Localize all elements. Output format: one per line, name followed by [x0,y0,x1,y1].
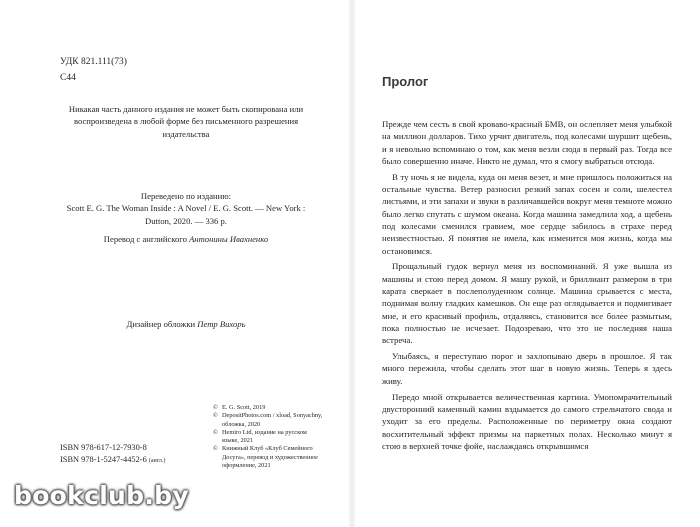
chapter-title: Пролог [382,74,429,89]
designer-name: Петр Вихорь [197,319,246,329]
isbn-block [60,442,165,467]
translator-credit [60,233,312,245]
site-watermark: bookclub.by [14,481,189,510]
body-paragraph: Передо мной открывается величественная картина. Умопомрачительный двусторонний каменный камин вздымается до самого стрельчатого свода и уходит за его пределы. Расположенные по периметру окна создают восхитительный эффект призмы на паркетных полах. Несколько минут я стою в верхней точке фойе, наслаждаясь открывшимся [382,391,672,451]
isbn-line [60,442,165,454]
translator-name: Антонины Ивахненко [189,234,269,244]
translated-from-citation: Scott E. G. The Woman Inside : A Novel / E. G. Scott. — New York : Dutton, 2020. — 336 p. [66,203,306,226]
copyright-line: © DepositPhotos.com / xload, Sonyachny, обложка, 2020 [213,412,325,429]
classification-codes [60,54,127,86]
body-paragraph: Прощальный гудок вернул меня из воспоминаний. Я уже вышла из машины и стою перед домом. Я машу рукой, и бриллиант размером в три карата сверкает в послеполуденном солнце. Машина срывается с места, поднимая волну гладких камешков. Он еще раз оглядывается и подмигивает мне, и его красивый профиль, отдаляясь, становится все более размытым, пока полностью не исчезает. Подозреваю, что это не последняя наша встреча. [382,261,672,346]
prologue-text [382,118,672,456]
translated-from-block [60,190,312,227]
body-paragraph: Прежде чем сесть в свой кроваво-красный БМВ, он ослепляет меня улыбкой на миллион долларов. Тихо урчит двигатель, под колесами шуршит щебень, и я невольно вспоминаю о том, как меня везли сюда в первый раз. Тогда все было совершенно иначе. Никто не думал, что я смогу выбраться отсюда. [382,119,672,166]
isbn-language-tag: (англ.) [148,458,166,464]
copyright-line: © E. G. Scott, 2019 [213,404,325,412]
isbn-number: ISBN 978-1-5247-4452-6 [60,455,147,464]
right-page-prologue [352,0,700,527]
copyright-line: © Hemiro Ltd, издание на русском языке, 2021 [213,429,325,446]
body-paragraph: В ту ночь я не видела, куда он меня везет, и мне пришлось положиться на остальные чувства. Ветер разносил резкий запах сосен и соли, шелестел листьями, и эти запахи и звуки в различавшейся вокруг меня темноте можно было легко спутать с шумом океана. Когда машина замедлила ход, а щебень под колесами сменился гравием, мое сердце забилось в страхе перед неизвестностью. Я понятия не имела, как изменится моя жизнь, когда мы остановимся. [382,171,672,256]
copyright-notice: Никакая часть данного издания не может быть скопирована или воспроизведена в любой форме без письменного разрешения издательства [68,104,304,139]
isbn-number: ISBN 978-617-12-7930-8 [60,443,147,452]
designer-credit [60,318,312,330]
designer-prefix: Дизайнер обложки [126,319,196,329]
udk-code: УДК 821.111(73) [60,57,127,67]
translated-from-label: Переведено по изданию: [140,191,232,201]
copyright-line: © Книжный Клуб «Клуб Семейного Досуга», перевод и художественное оформление, 2021 [213,445,325,470]
copyright-holders [213,404,325,470]
translator-prefix: Перевод с английского [103,234,187,244]
isbn-line [60,454,165,467]
body-paragraph: Улыбаясь, я переступаю порог и захлопываю дверь в прошлое. Я так много пережила, чтобы сделать этот шаг в новую жизнь. Теперь я здесь живу. [382,351,672,386]
author-mark: С44 [60,73,76,83]
